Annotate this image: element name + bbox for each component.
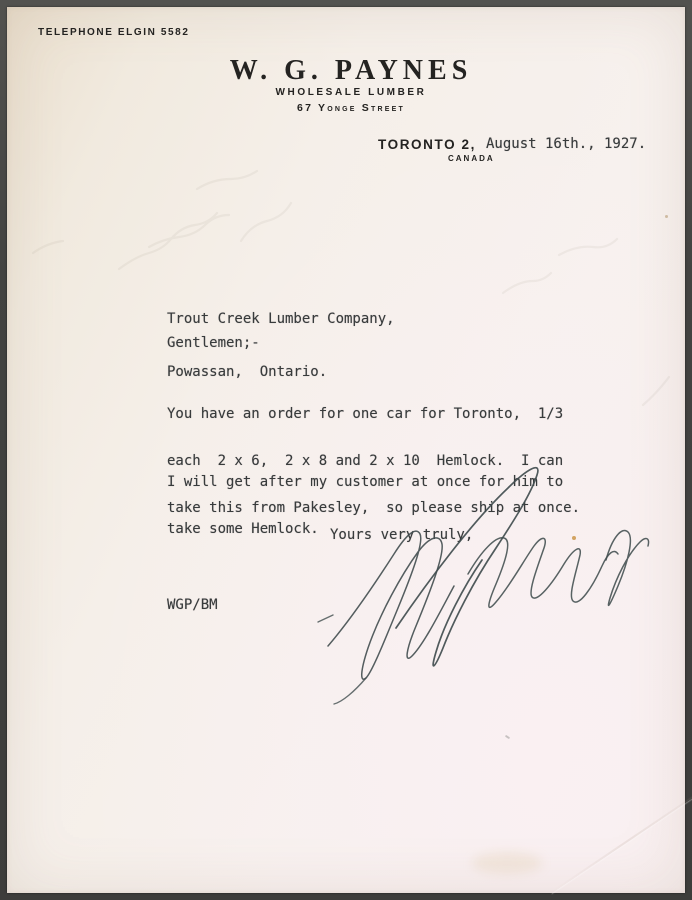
ink-speck bbox=[572, 536, 576, 540]
typed-date: August 16th., 1927. bbox=[486, 136, 647, 152]
body-line: You have an order for one car for Toronto, 1/3 bbox=[167, 406, 564, 423]
paper-stain bbox=[472, 852, 542, 874]
company-name: W. G. PAYNES bbox=[229, 55, 473, 86]
salutation: Gentlemen;- bbox=[167, 335, 260, 351]
closing-line: Yours very truly, bbox=[330, 527, 474, 543]
telephone-number: TELEPHONE ELGIN 5582 bbox=[38, 27, 190, 38]
recipient-line-1: Trout Creek Lumber Company, bbox=[167, 311, 395, 327]
letter-paper bbox=[7, 7, 685, 893]
street-address: 67 Yonge Street bbox=[297, 102, 405, 114]
signature-handwriting bbox=[310, 450, 660, 710]
recipient-line-2: Powassan, Ontario. bbox=[167, 363, 328, 380]
business-type: WHOLESALE LUMBER bbox=[275, 87, 427, 98]
body-line: I will get after my customer at once for him to bbox=[167, 474, 564, 491]
country-line: CANADA bbox=[448, 154, 495, 163]
body-line: take this from Pakesley, so please ship at once. bbox=[167, 499, 581, 516]
body-line: take some Hemlock. bbox=[167, 520, 319, 537]
city-line: TORONTO 2, bbox=[378, 137, 477, 152]
body-line: each 2 x 6, 2 x 8 and 2 x 10 Hemlock. I can bbox=[167, 452, 564, 469]
paper-speck bbox=[665, 215, 668, 218]
typist-initials: WGP/BM bbox=[167, 597, 218, 613]
